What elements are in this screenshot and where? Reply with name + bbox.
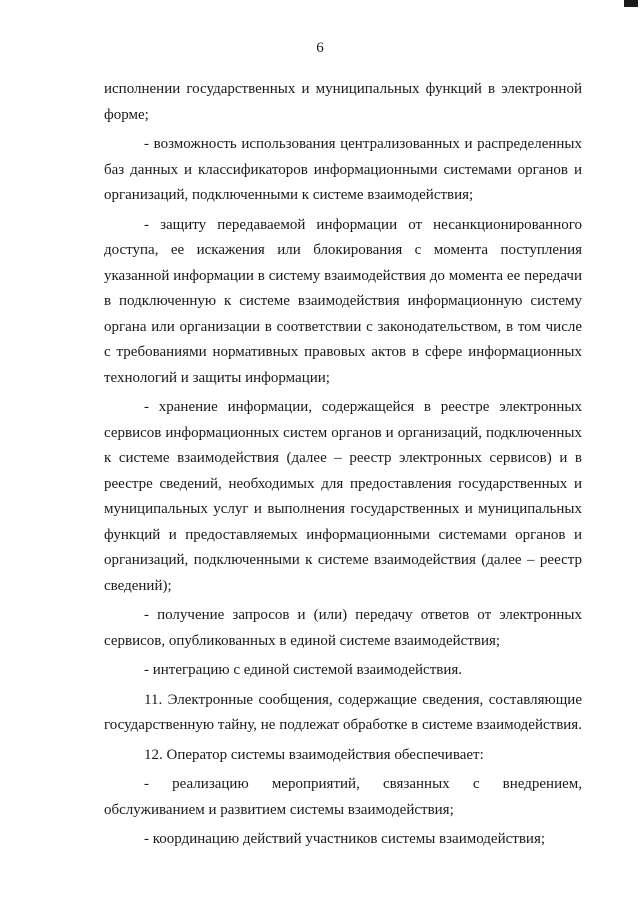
scan-corner-mark (624, 0, 638, 7)
list-item-centralized-databases: - возможность использования централизованных и распределенных баз данных и классификаторов информационными системами органов и организаций, подключенными к системе взаимодействия; (104, 136, 582, 203)
clause-11: 11. Электронные сообщения, содержащие сведения, составляющие государственную тайну, не подлежат обработке в системе взаимодействия. (104, 691, 582, 733)
clause-12: 12. Оператор системы взаимодействия обеспечивает: (144, 746, 484, 763)
document-body (104, 77, 582, 853)
list-item-requests-responses: - получение запросов и (или) передачу ответов от электронных сервисов, опубликованных в единой системе взаимодействия; (104, 607, 582, 649)
list-item-information-storage: - хранение информации, содержащейся в реестре электронных сервисов информационных систем органов и организаций, подключенных к системе взаимодействия (далее – реестр электронных сервисов) и в реестре сведений, необходимых для предоставления государственных и муниципальных услуг и выполнения государственных и муниципальных функций и предоставляемых информационными системами органов и организаций, подключенными к системе взаимодействия (далее – реестр сведений); (104, 399, 582, 594)
list-item-coordination: - координацию действий участников системы взаимодействия; (144, 831, 546, 847)
list-item-information-protection: - защиту передаваемой информации от несанкционированного доступа, ее искажения или блокирования с момента поступления указанной информации в систему взаимодействия до момента ее передачи в подключенную к системе взаимодействия информационную систему органа или организации в соответствии с законодательством, в том числе с требованиями нормативных правовых актов в сфере информационных технологий и защиты информации; (104, 216, 582, 386)
list-item-integration: - интеграцию с единой системой взаимодействия. (144, 662, 463, 678)
page-number: 6 (316, 40, 324, 56)
list-item-implementation: - реализацию мероприятий, связанных с внедрением, обслуживанием и развитием системы взаимодействия; (104, 776, 582, 818)
paragraph-continuation: исполнении государственных и муниципальных функций в электронной форме; (104, 81, 582, 123)
